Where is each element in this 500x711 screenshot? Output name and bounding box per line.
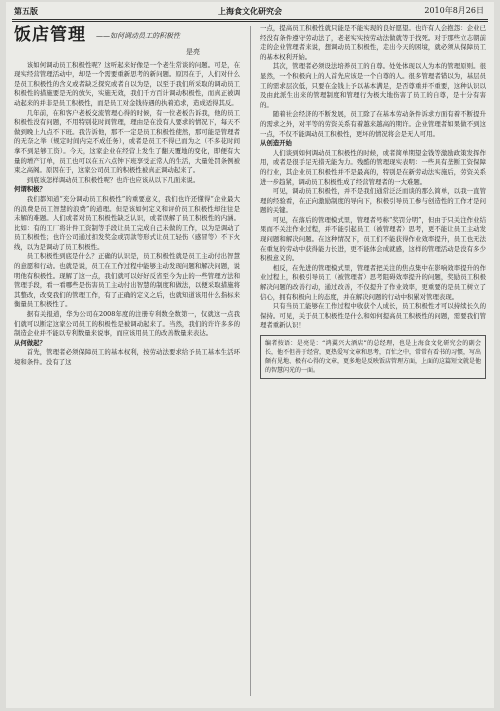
paragraph: 几年前，在和客户老板交流管理心得的时候，有一位老板告诉我，他的员工积极性没有问题，不用特别花时间管理，理由是在没有人要求的情况下，每天不做到晚上九点不下班。我告诉他，那不一定是员工积极性使然，那可能是管理者的无奈之举（规定时间内完不成任务），或者是员工不得已而为之（不多花时间拿不到足够工资）。今天，这家企业在经营上发生了翻天覆地的变化，即便有大量的增产订单，员工也可以在五六点钟下班享受正常人的生活，大量处罚条例被束之高阁。原因在于，这家公司员工的积极性被真正调动起来了。 bbox=[14, 108, 240, 175]
paragraph: 可见，调动员工积极性，并不是我们通常泛泛而谈的那么简单，以我一直管理的经验看，在正向激励制度的导向下，积极引导员工参与创造性的工作才是问题的关键。 bbox=[260, 187, 486, 215]
paragraph: 人们谈到如何调动员工积极性的时候，或者简单期望金钱等激励政策发挥作用，或者是很手足无措无能为力。残酷的管理现实表明：一些具有垄断工资保障的行业，其企业员工积极性并不是最高的，特别是在新劳动法实施后，劳资关系进一步趋紧，调动员工积极性成了经营管理者的一大难题。 bbox=[260, 148, 486, 186]
title-row bbox=[14, 24, 240, 48]
paragraph: 首先，管理者必须保障员工的基本权利，按劳动法要求给予员工基本生活环境和条件。没有了这 bbox=[14, 348, 240, 366]
header-rule-thin bbox=[12, 21, 488, 22]
page-header bbox=[6, 2, 494, 20]
edition-label: 第五版 bbox=[14, 6, 38, 16]
section-heading: 从何做起？ bbox=[14, 338, 46, 347]
newspaper-page bbox=[6, 2, 494, 708]
header-rule bbox=[12, 19, 488, 20]
article-title: 饭店管理 bbox=[14, 25, 86, 45]
issue-date: 2010年8月26日 bbox=[424, 6, 484, 15]
paragraph: 随着社会经济的不断发展，员工除了在基本劳动条件诉求方面有着不断提升的需求之外，对平等的劳资关系有着越来越高的期许。企业管理者如果做不到这一点，不仅不能调动员工积极性，更坏的情况将会是无人可用。 bbox=[260, 110, 486, 138]
article-subtitle: ——如何调动员工的积极性 bbox=[96, 32, 180, 40]
paragraph: 一点，提高员工积极性就只能是不能实现的良好愿望。也许有人会抱怨：企业已经没有条件遵守劳动法了，老老实实按劳动法做就等于找死。对于那些立志朝前走的企业管理者来说，想调动员工积极性，走出今天的困境，就必须从保障员工的基本权利开始。 bbox=[260, 24, 486, 61]
right-column bbox=[260, 24, 486, 379]
column-divider bbox=[250, 26, 251, 696]
paragraph: 其次，管理者必须设法培养员工的自尊。处处体现以人为本的管理原则。很显然，一个积极向上的人首先应该是一个自尊的人。很多管理者错以为，基层员工的需求层次低，只要在金钱上予以基本满足，是否尊重并不重要，这种认识以及由此派生出来的管理制度和管理行为极大地伤害了员工的自尊，是十分有害的。 bbox=[260, 62, 486, 109]
paragraph: 只有当员工能够在工作过程中收获个人成长，员工积极性才可以持续长久的保持。可见，关于员工积极性是什么和如何提高员工积极性的问题，需要我们管理者重新认识！ bbox=[260, 302, 486, 330]
editor-note: 编者按语：是亮是：“鸿翼兴大酒店”的总经理，也是上海食文化研究会的副会长，他不但善于经营，更热爱写文章和思考，百忙之中，常常有看书的习惯，写出颇有见地、极有心得的文章，更多地是反映饭店管理方面，上面的这篇短文就是他的智慧闪光的一面。 bbox=[260, 335, 486, 379]
article-author: 是亮 bbox=[186, 48, 200, 56]
section-heading: 何谓积极？ bbox=[14, 185, 46, 194]
section-heading: 从创造开始 bbox=[260, 139, 292, 148]
society-name: 上海食文化研究会 bbox=[218, 6, 282, 16]
paragraph: 到底该怎样调动员工积极性呢？也许也应该从以下几面来说。 bbox=[26, 175, 200, 184]
paragraph: 相反，在先进的管理模式里，管理者把关注的焦点集中在影响效率提升的作业过程上，积极引导员工（被管理者）思考阻碍效率提升的问题，奖励员工积极解决问题的改善行动，通过改善，不仅提升了作业效率，更重要的是员工树立了信心，拥有积极向上的态度，并在解决问题的行动中积累对管理表现。 bbox=[260, 263, 486, 301]
paragraph: 可见，在落后的管理模式里，管理者号称“奖罚分明”，但由于只关注作业结果而不关注作业过程，并不能引起员工（被管理者）思考，更不能让员工主动发现问题和解决问题。在这种情况下，员工们不能获得作业效率提升，员工也无法在重复的劳动中获得能力长进，更不能体会成就感，这样的管理活动是没有多少积极意义的。 bbox=[260, 215, 486, 263]
paragraph: 该如何调动员工积极性呢？这听起来好像是一个老生常谈的问题。可是，在现实经营管理活动中，却是一个需要重新思考的新问题。原因在于，人们对什么是员工积极性的含义或者缺乏探究或者自以为是，以至于我们所采取的调动员工积极性的措施要是无的放矢，实施无效，我们千方百计调动积极性，而真正被调动起来的并非是员工积极性，而是员工对金钱待遇的执着追求，造成适得其反。 bbox=[14, 60, 240, 107]
paragraph: 据有关报道，华为公司在2008年度的注册专利数全数第一，仅就这一点我们就可以断定这家公司员工的积极性是被调动起来了。当然，我们的许许多多的制造企业并不能以专利数量来说事，而应该用员工的改善数量来表达。 bbox=[14, 310, 240, 338]
paragraph: 员工积极性到底是什么？正确的认识是，员工积极性就是员工主动付出智慧的意愿和行动。也就是说，员工在工作过程中能够主动发现问题和解决问题，说明他有积极性。现解了这一点，我们就可以好好反省至今为止的一些管理方法和管理手段，看一看哪些是伤害员工主动付出智慧的制度和做法，以便采取措施将其整改，改变我们的管理工作，有了正确的定义之后，也就知道该用什么指标来衡量员工积极性了。 bbox=[14, 252, 240, 309]
paragraph: 我们都知道“充分调动员工积极性”的重要意义，我们也许还懂得“企业最大的浪费是员工智慧的浪费”的道理。但是该如何定义和评价员工积极性却往往是未解的难题。人们或者对员工积极性缺乏认识，或者误解了员工积极性的内涵。比如：有的工厂将计件工资制等手段让员工完成自己未做的工作，以为是调动了员工积极性；也许公司通过扣发奖金或罚款等形式让员工轻伤（感冒等）不下火线，以为是调动了员工积极性。 bbox=[14, 194, 240, 251]
left-column bbox=[14, 24, 240, 368]
